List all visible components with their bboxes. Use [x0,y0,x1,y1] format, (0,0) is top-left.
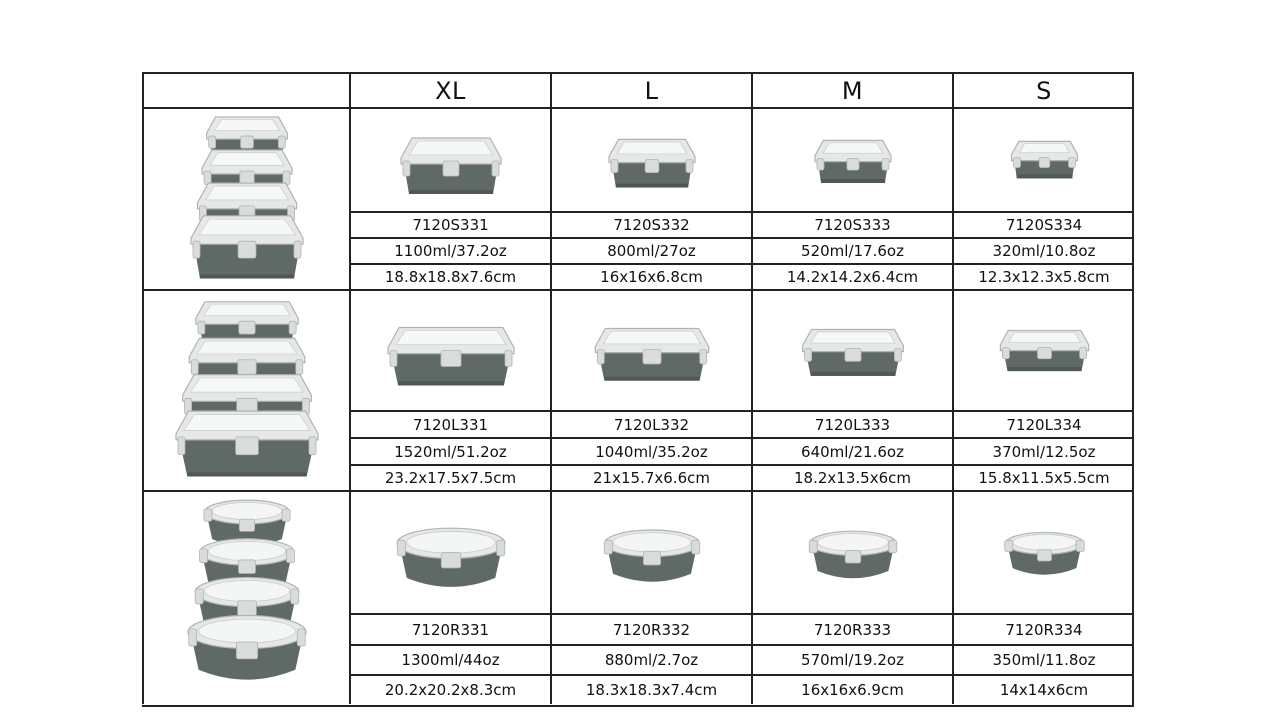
product-capacity: 640ml/21.6oz [751,437,952,464]
product-dimensions: 15.8x11.5x5.5cm [952,464,1134,490]
header-size-xl: XL [349,72,550,107]
rectangular-container-icon [758,295,948,407]
product-image-cell [952,107,1134,211]
round-container-icon [557,495,747,610]
header-corner-cell [142,72,349,107]
product-dimensions: 12.3x12.3x5.8cm [952,263,1134,289]
product-capacity: 1100ml/37.2oz [349,237,550,263]
product-capacity: 1040ml/35.2oz [550,437,751,464]
product-image-cell [349,289,550,410]
rectangular-container-icon [356,295,546,407]
product-dimensions: 16x16x6.8cm [550,263,751,289]
round-container-icon [957,495,1132,610]
product-capacity: 1520ml/51.2oz [349,437,550,464]
product-image-cell [550,107,751,211]
square-container-icon [356,110,546,210]
header-size-s: S [952,72,1134,107]
product-dimensions: 14.2x14.2x6.4cm [751,263,952,289]
square-container-icon [557,110,747,210]
square-container-icon [758,110,948,210]
product-capacity: 520ml/17.6oz [751,237,952,263]
square-container-icon [957,110,1132,210]
square-container-stack-icon [172,111,322,287]
product-image-cell [952,289,1134,410]
header-size-m: M [751,72,952,107]
product-code: 7120R333 [751,613,952,644]
product-image-cell [952,490,1134,613]
product-dimensions: 14x14x6cm [952,674,1134,704]
product-dimensions: 18.2x13.5x6cm [751,464,952,490]
product-size-table [142,72,1134,707]
product-dimensions: 21x15.7x6.6cm [550,464,751,490]
product-image-cell [751,289,952,410]
product-code: 7120L333 [751,410,952,437]
rectangular-container-icon [557,295,747,407]
round-stack-image-cell [142,490,349,704]
product-capacity: 320ml/10.8oz [952,237,1134,263]
product-capacity: 1300ml/44oz [349,644,550,674]
round-container-icon [758,495,948,610]
product-image-cell [751,107,952,211]
product-code: 7120L332 [550,410,751,437]
product-image-cell [751,490,952,613]
product-capacity: 350ml/11.8oz [952,644,1134,674]
product-code: 7120L334 [952,410,1134,437]
product-dimensions: 18.8x18.8x7.6cm [349,263,550,289]
product-dimensions: 23.2x17.5x7.5cm [349,464,550,490]
rectangular-stack-image-cell [142,289,349,490]
product-capacity: 800ml/27oz [550,237,751,263]
header-size-l: L [550,72,751,107]
product-code: 7120S333 [751,211,952,237]
product-code: 7120S334 [952,211,1134,237]
round-container-stack-icon [172,498,322,698]
rectangular-container-icon [957,295,1132,407]
product-code: 7120R334 [952,613,1134,644]
product-image-cell [550,289,751,410]
product-code: 7120S331 [349,211,550,237]
product-code: 7120L331 [349,410,550,437]
round-container-icon [356,495,546,610]
product-capacity: 880ml/2.7oz [550,644,751,674]
rectangular-container-stack-icon [162,296,332,486]
product-capacity: 570ml/19.2oz [751,644,952,674]
product-capacity: 370ml/12.5oz [952,437,1134,464]
product-dimensions: 16x16x6.9cm [751,674,952,704]
product-image-cell [349,107,550,211]
product-image-cell [550,490,751,613]
product-code: 7120R332 [550,613,751,644]
product-dimensions: 20.2x20.2x8.3cm [349,674,550,704]
square-stack-image-cell [142,107,349,289]
product-dimensions: 18.3x18.3x7.4cm [550,674,751,704]
product-code: 7120R331 [349,613,550,644]
product-image-cell [349,490,550,613]
product-code: 7120S332 [550,211,751,237]
